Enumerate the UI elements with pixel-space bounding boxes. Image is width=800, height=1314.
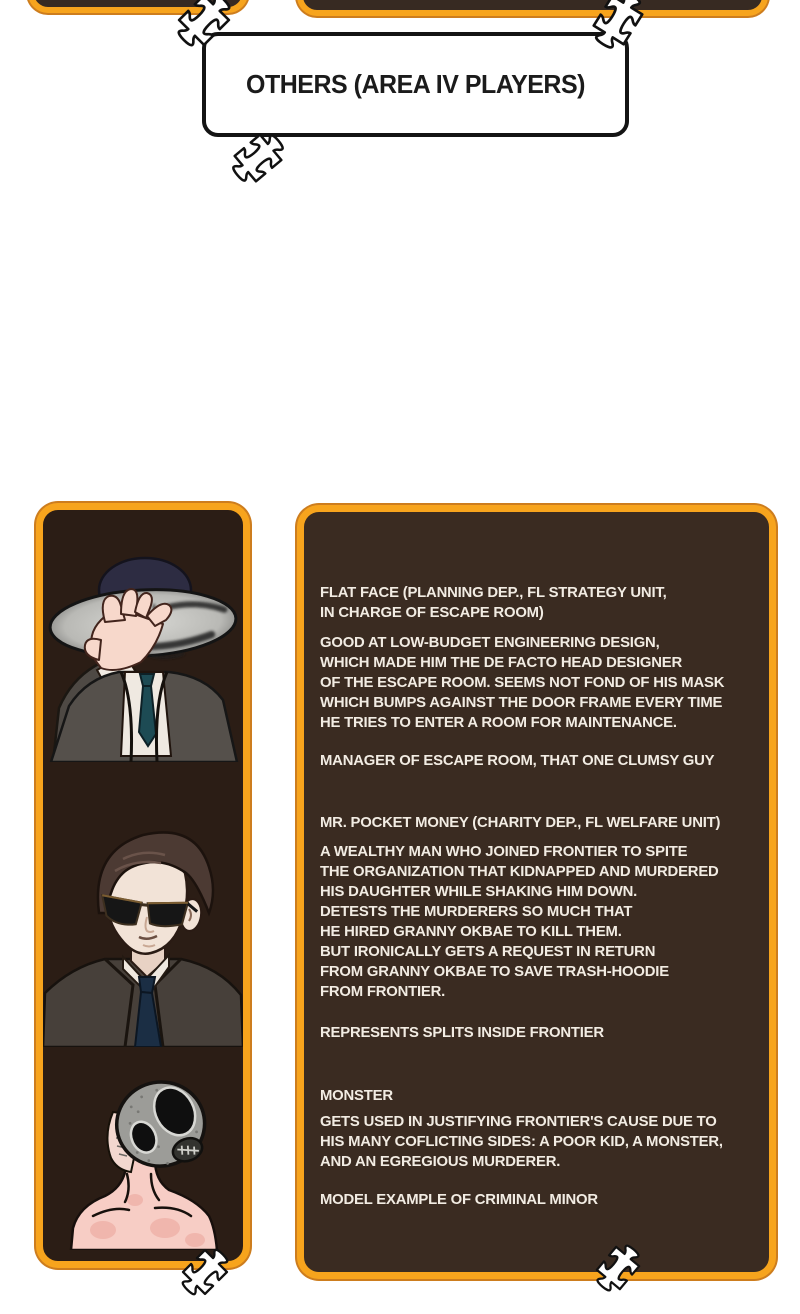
profile-text-line: MANAGER OF ESCAPE ROOM, THAT ONE CLUMSY GUY [320, 752, 715, 769]
profile-text-line: HE TRIES TO ENTER A ROOM FOR MAINTENANCE. [320, 714, 677, 731]
profile-text-line: WHICH BUMPS AGAINST THE DOOR FRAME EVERY TIME [320, 694, 723, 711]
profile-text-line: AND AN EGREGIOUS MURDERER. [320, 1153, 561, 1170]
profile-text-line: IN CHARGE OF ESCAPE ROOM) [320, 604, 544, 621]
profile-text-line: THE ORGANIZATION THAT KIDNAPPED AND MURDERED [320, 863, 719, 880]
flat-face-description [320, 633, 755, 733]
monster-description [320, 1112, 755, 1172]
character-portraits-panel [36, 503, 250, 1268]
profile-text-line: BUT IRONICALLY GETS A REQUEST IN RETURN [320, 943, 656, 960]
pocket-money-note [320, 1023, 755, 1043]
mr-pocket-money-illustration [43, 815, 243, 1047]
profile-text-line: HIS DAUGHTER WHILE SHAKING HIM DOWN. [320, 883, 638, 900]
character-profiles-panel [297, 505, 776, 1279]
flat-face-illustration [43, 548, 243, 762]
profile-text-line: FROM GRANNY OKBAE TO SAVE TRASH-HOODIE [320, 963, 669, 980]
profile-text-line: OF THE ESCAPE ROOM. SEEMS NOT FOND OF HIS MASK [320, 674, 725, 691]
flat-face-note [320, 751, 755, 771]
profile-text-line: HE HIRED GRANNY OKBAE TO KILL THEM. [320, 923, 622, 940]
monster-illustration [43, 1078, 243, 1250]
monster-note [320, 1190, 755, 1210]
monster-heading [320, 1086, 755, 1106]
profile-text-line: WHICH MADE HIM THE DE FACTO HEAD DESIGNER [320, 654, 683, 671]
profile-text-line: GOOD AT LOW-BUDGET ENGINEERING DESIGN, [320, 634, 660, 651]
profile-text-line: MODEL EXAMPLE OF CRIMINAL MINOR [320, 1191, 598, 1208]
pocket-money-description [320, 842, 755, 1002]
profile-text-line: FROM FRONTIER. [320, 983, 446, 1000]
top-right-connector-box [297, 0, 768, 16]
profile-text-line: MONSTER [320, 1087, 393, 1104]
profile-text-line: HIS MANY COFLICTING SIDES: A POOR KID, A MONSTER, [320, 1133, 723, 1150]
profile-text-line: FLAT FACE (PLANNING DEP., FL STRATEGY UNIT, [320, 584, 667, 601]
profile-text-line: DETESTS THE MURDERERS SO MUCH THAT [320, 903, 633, 920]
profile-text-line: REPRESENTS SPLITS INSIDE FRONTIER [320, 1024, 604, 1041]
pocket-money-heading [320, 813, 755, 833]
profile-text-line: GETS USED IN JUSTIFYING FRONTIER'S CAUSE DUE TO [320, 1113, 717, 1130]
page-title: OTHERS (AREA IV PLAYERS) [246, 69, 585, 99]
profile-text-line: MR. POCKET MONEY (CHARITY DEP., FL WELFARE UNIT) [320, 814, 721, 831]
profile-text-line: A WEALTHY MAN WHO JOINED FRONTIER TO SPITE [320, 843, 688, 860]
flat-face-heading [320, 583, 755, 623]
